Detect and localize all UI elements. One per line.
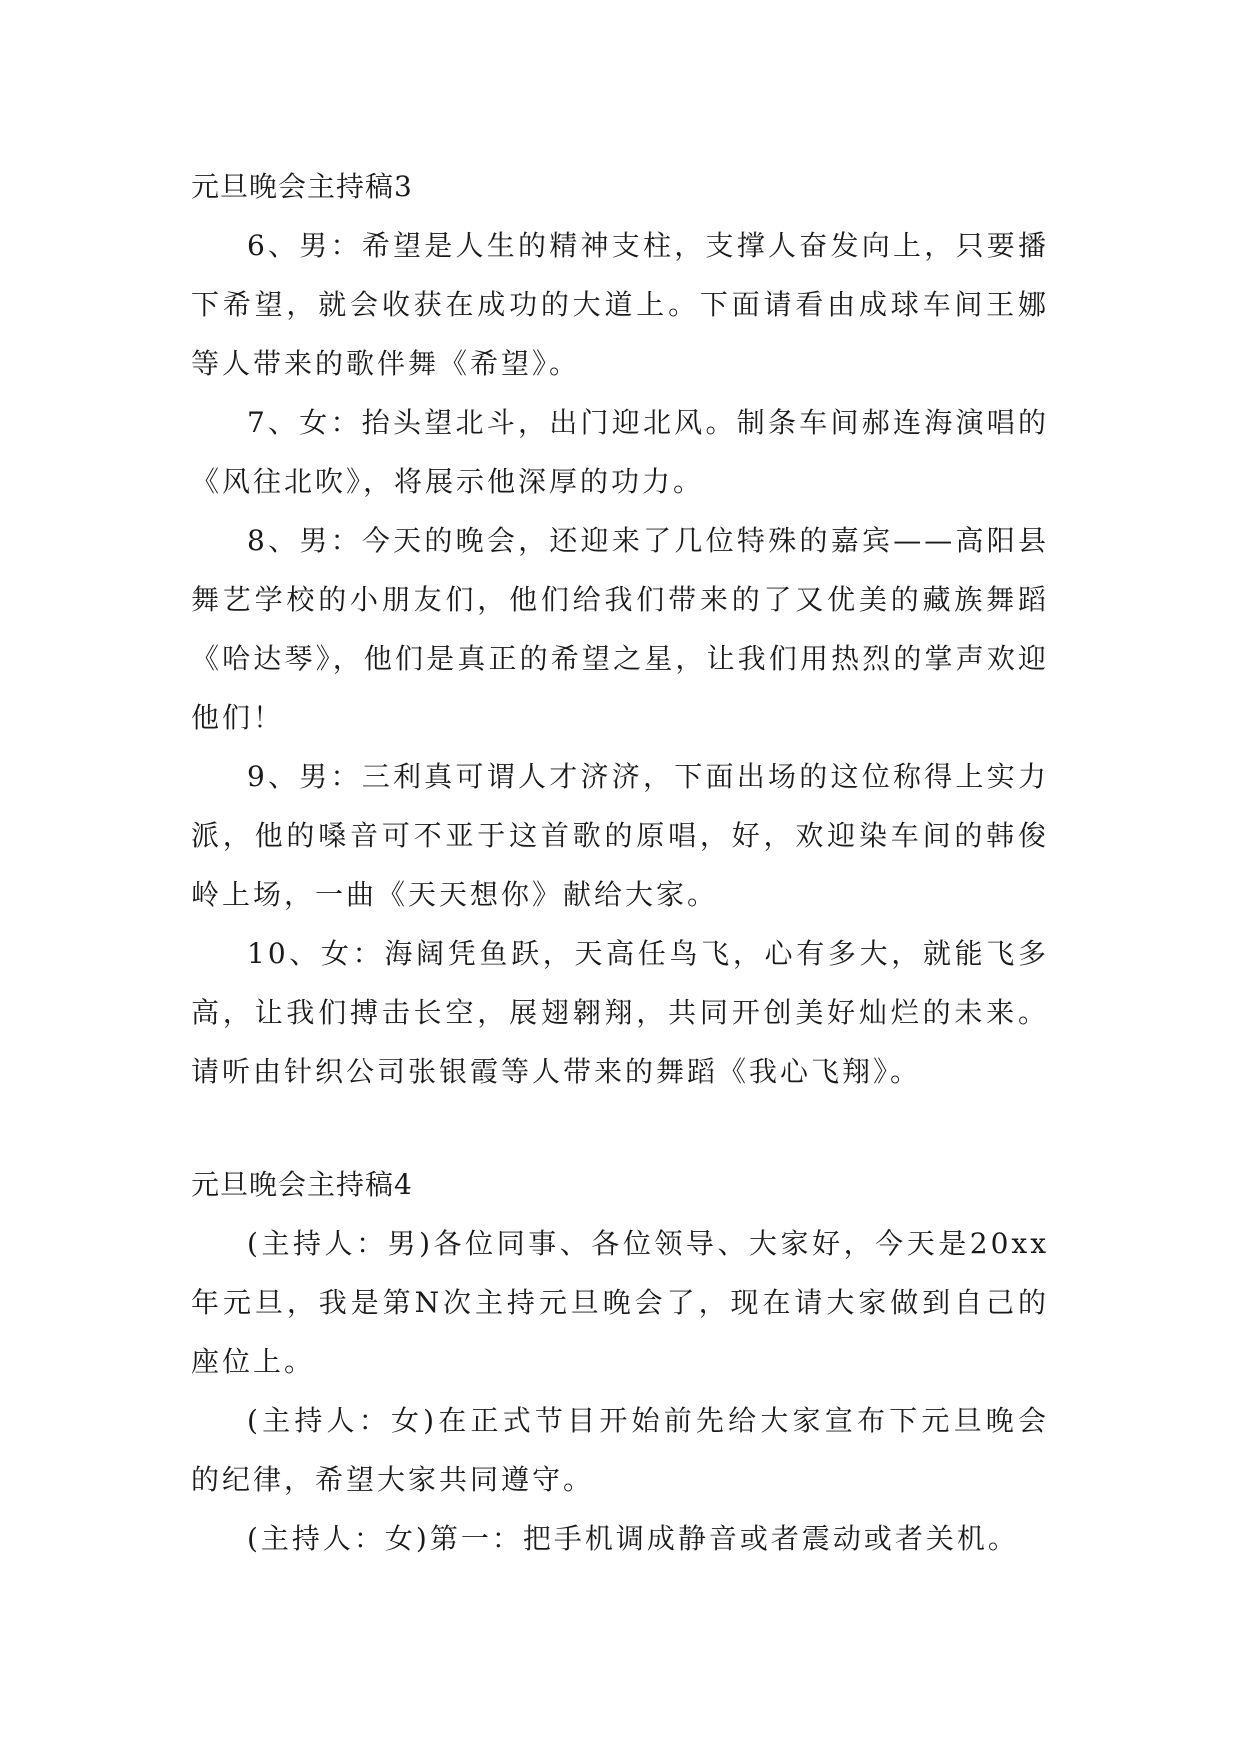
paragraph: 10、女：海阔凭鱼跃，天高任鸟飞，心有多大，就能飞多高，让我们搏击长空，展翅翱翔，共同开创美好灿烂的未来。请听由针织公司张银霞等人带来的舞蹈《我心飞翔》。 — [191, 937, 1049, 1088]
paragraph: 9、男：三利真可谓人才济济，下面出场的这位称得上实力派，他的嗓音可不亚于这首歌的原唱，好，欢迎染车间的韩俊岭上场，一曲《天天想你》献给大家。 — [191, 760, 1049, 911]
script-section-3 — [191, 158, 1049, 1101]
paragraph: 6、男：希望是人生的精神支柱，支撑人奋发向上，只要播下希望，就会收获在成功的大道上。下面请看由成球车间王娜等人带来的歌伴舞《希望》。 — [191, 229, 1049, 380]
paragraph: (主持人：女)在正式节目开始前先给大家宣布下元旦晚会的纪律，希望大家共同遵守。 — [191, 1404, 1049, 1496]
script-section-4 — [191, 1156, 1049, 1568]
paragraph: 7、女：抬头望北斗，出门迎北风。制条车间郝连海演唱的《风往北吹》，将展示他深厚的功力。 — [191, 406, 1049, 498]
section-title: 元旦晚会主持稿3 — [191, 170, 413, 203]
paragraph: (主持人：男)各位同事、各位领导、大家好，今天是20xx年元旦，我是第N次主持元旦晚会了，现在请大家做到自己的座位上。 — [191, 1227, 1049, 1378]
section-title: 元旦晚会主持稿4 — [191, 1168, 413, 1201]
document-body — [191, 158, 1049, 1568]
paragraph: (主持人：女)第一：把手机调成静音或者震动或者关机。 — [247, 1522, 1019, 1555]
paragraph: 8、男：今天的晚会，还迎来了几位特殊的嘉宾——高阳县舞艺学校的小朋友们，他们给我们带来的了又优美的藏族舞蹈《哈达琴》，他们是真正的希望之星，让我们用热烈的掌声欢迎他们！ — [191, 524, 1049, 734]
